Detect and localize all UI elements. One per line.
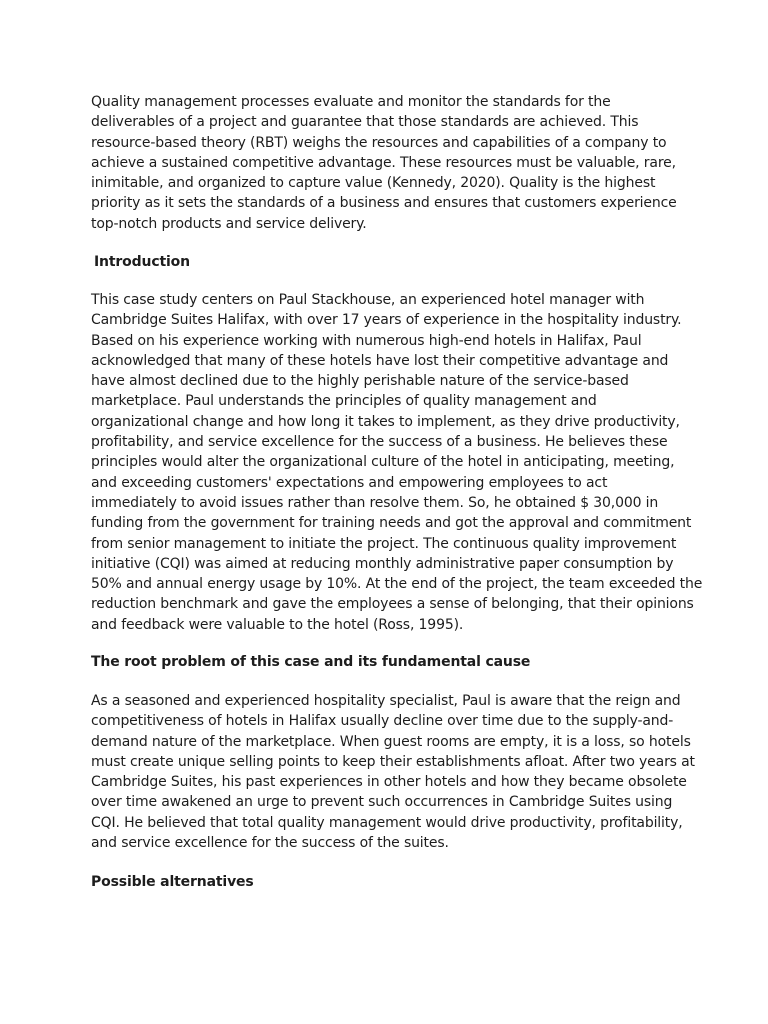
root-problem-heading: The root problem of this case and its fundamental cause [91, 654, 531, 670]
possible-alternatives-heading: Possible alternatives [91, 874, 254, 890]
introduction-heading: Introduction [94, 254, 190, 270]
root-problem-paragraph: As a seasoned and experienced hospitality specialist, Paul is aware that the reign and competitiveness of hotels in Halifax usually decline over time due to the supply-and- demand nature of the marketplace. When guest rooms are empty, it is a loss, so hotels must create unique selling points to keep their establishments afloat. After two years at Cambridge Suites, his past experiences in other hotels and how they became obsolete over time awakened an urge to prevent such occurrences in Cambridge Suites using CQI. He believed that total quality management would drive productivity, profitability, and service excellence for the success of the suites. [91, 693, 695, 852]
case-study-paragraph: This case study centers on Paul Stackhouse, an experienced hotel manager with Cambridge Suites Halifax, with over 17 years of experience in the hospitality industry. Based on his experience working with numerous high-end hotels in Halifax, Paul acknowledged that many of these hotels have lost their competitive advantage and have almost declined due to the highly perishable nature of the service-based marketplace. Paul understands the principles of quality management and organizational change and how long it takes to implement, as they drive productivity, profitability, and service excellence for the success of a business. He believes these principles would alter the organizational culture of the hotel in anticipating, meeting, and exceeding customers' expectations and empowering employees to act immediately to avoid issues rather than resolve them. So, he obtained $ 30,000 in funding from the government for training needs and got the approval and commitment from senior management to initiate the project. The continuous quality improvement initiative (CQI) was aimed at reducing monthly administrative paper consumption by 50% and annual energy usage by 10%. At the end of the project, the team exceeded the reduction benchmark and gave the employees a sense of belonging, that their opinions and feedback were valuable to the hotel (Ross, 1995). [91, 292, 703, 633]
intro-paragraph: Quality management processes evaluate and monitor the standards for the deliverables of a project and guarantee that those standards are achieved. This resource-based theory (RBT) weighs the resources and capabilities of a company to achieve a sustained competitive advantage. These resources must be valuable, rare, inimitable, and organized to capture value (Kennedy, 2020). Quality is the highest priority as it sets the standards of a business and ensures that customers experience top-notch products and service delivery. [91, 94, 677, 232]
